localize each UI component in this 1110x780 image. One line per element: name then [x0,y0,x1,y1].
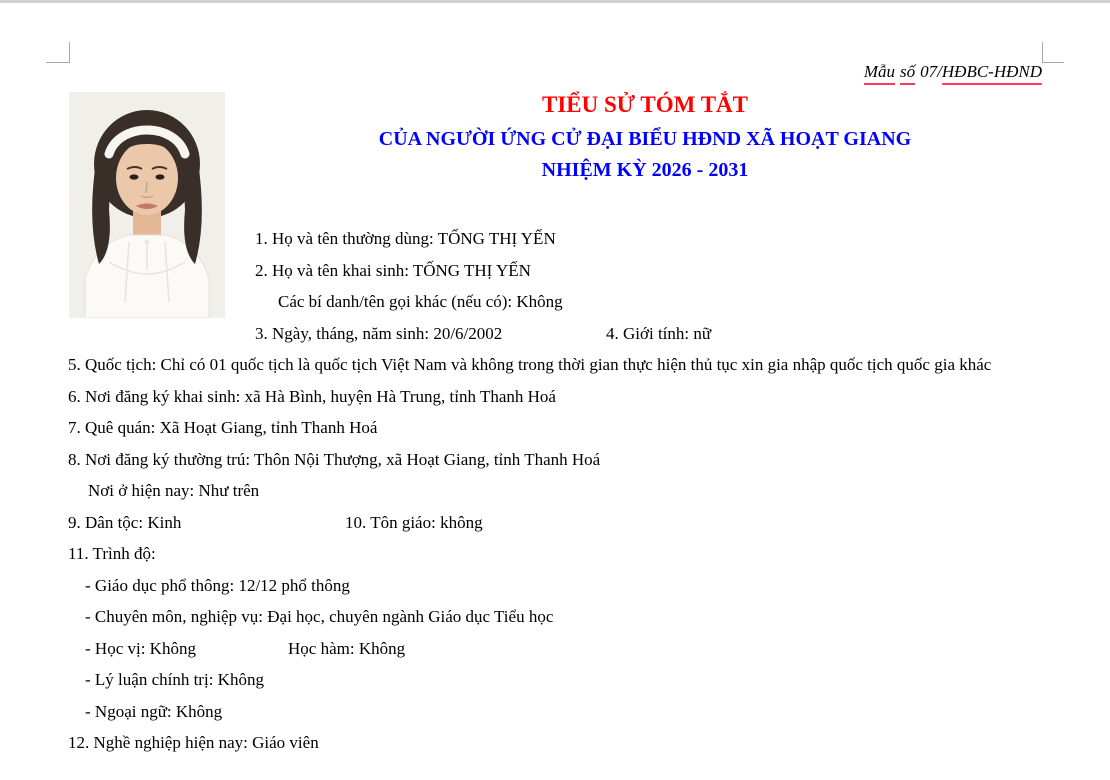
field-academic-degree: - Học vị: Không [85,638,196,658]
form-number-label [864,62,1042,82]
form-number-word: 07/ [920,62,942,81]
field-ethnicity-religion-row [68,509,1042,537]
field-general-education: - Giáo dục phổ thông: 12/12 phổ thông [85,575,350,595]
field-current-occupation: 12. Nghề nghiệp hiện nay: Giáo viên [68,733,319,752]
field-common-name: 1. Họ và tên thường dùng: TỐNG THỊ YẾN [255,229,556,248]
field-academic-title: Học hàm: Không [288,638,406,658]
field-hometown: 7. Quê quán: Xã Hoạt Giang, tỉnh Thanh Hoá [68,418,378,437]
field-permanent-residence: 8. Nơi đăng ký thường trú: Thôn Nội Thượng, xã Hoạt Giang, tỉnh Thanh Hoá [68,449,601,469]
form-number-word: Mẫu [863,62,896,81]
page-subtitle: CỦA NGƯỜI ỨNG CỬ ĐẠI BIỂU HĐND XÃ HOẠT GIANG [378,128,912,150]
field-dob-gender-row [68,320,1042,348]
field-political-theory: - Lý luận chính trị: Không [85,670,264,689]
field-education-header: 11. Trình độ: [68,544,156,563]
document-body [68,225,1042,761]
field-nationality: 5. Quốc tịch: Chỉ có 01 quốc tịch là quốc tịch Việt Nam và không trong thời gian thực hiện thủ tục xin gia nhập quốc tịch quốc gia khác [68,355,992,374]
field-birth-name: 2. Họ và tên khai sinh: TỐNG THỊ YẾN [255,260,531,280]
field-aliases: Các bí danh/tên gọi khác (nếu có): Không [278,292,563,311]
field-birth-registration: 6. Nơi đăng ký khai sinh: xã Hà Bình, huyện Hà Trung, tỉnh Thanh Hoá [68,386,556,406]
field-foreign-language: - Ngoại ngữ: Không [85,701,223,721]
margin-crop-mark-top-right [1042,42,1064,63]
field-professional-education: - Chuyên môn, nghiệp vụ: Đại học, chuyên ngành Giáo dục Tiểu học [85,607,554,626]
field-religion: 10. Tôn giáo: không [345,512,483,532]
field-current-residence: Nơi ở hiện nay: Như trên [88,481,260,500]
field-gender: 4. Giới tính: nữ [606,323,712,343]
page-title: TIỂU SỬ TÓM TẮT [542,92,748,117]
form-number-word: HĐBC-HĐND [941,62,1042,81]
field-ethnicity: 9. Dân tộc: Kinh [68,512,182,532]
page-top-divider [0,0,1110,3]
field-degree-row [68,635,1042,663]
document-heading [245,86,1045,186]
page-term: NHIỆM KỲ 2026 - 2031 [541,159,749,181]
margin-crop-mark-top-left [46,42,70,63]
form-number-word: số [900,62,916,81]
field-date-of-birth: 3. Ngày, tháng, năm sinh: 20/6/2002 [255,323,503,343]
